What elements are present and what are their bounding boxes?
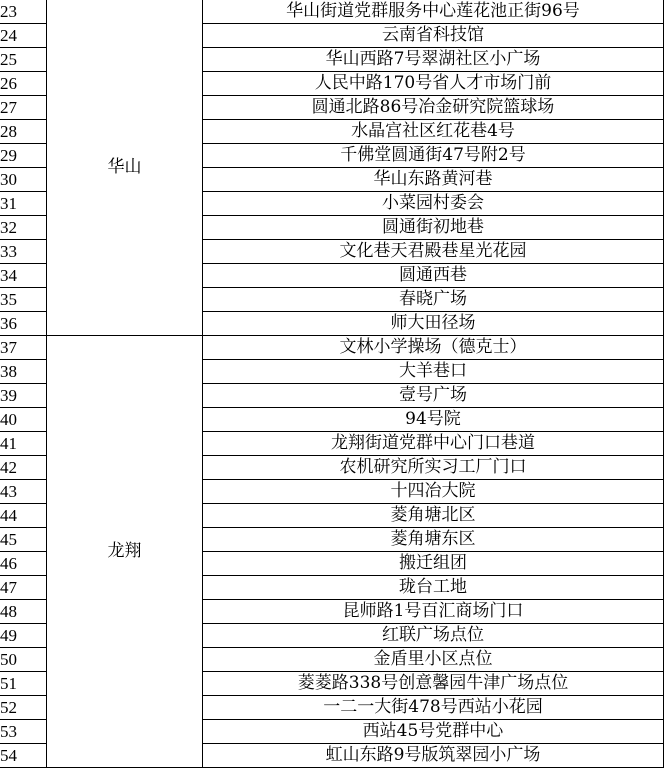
row-number-cell[interactable]: 44 [0, 504, 47, 528]
location-cell[interactable]: 农机研究所实习工厂门口 [203, 456, 664, 480]
row-number-cell[interactable]: 39 [0, 384, 47, 408]
location-cell[interactable]: 大羊巷口 [203, 360, 664, 384]
location-cell[interactable]: 菱角塘北区 [203, 504, 664, 528]
row-number-cell[interactable]: 33 [0, 240, 47, 264]
location-cell[interactable]: 华山西路7号翠湖社区小广场 [203, 48, 664, 72]
location-cell[interactable]: 94号院 [203, 408, 664, 432]
row-number-cell[interactable]: 30 [0, 168, 47, 192]
location-cell[interactable]: 壹号广场 [203, 384, 664, 408]
location-cell[interactable]: 千佛堂圆通街47号附2号 [203, 144, 664, 168]
row-number-cell[interactable]: 35 [0, 288, 47, 312]
row-number-cell[interactable]: 42 [0, 456, 47, 480]
table-row [0, 0, 664, 24]
location-cell[interactable]: 虹山东路9号版筑翠园小广场 [203, 744, 664, 768]
location-cell[interactable]: 圆通街初地巷 [203, 216, 664, 240]
location-cell[interactable]: 华山东路黄河巷 [203, 168, 664, 192]
location-cell[interactable]: 红联广场点位 [203, 624, 664, 648]
row-number-cell[interactable]: 23 [0, 0, 47, 24]
row-number-cell[interactable]: 31 [0, 192, 47, 216]
location-cell[interactable]: 云南省科技馆 [203, 24, 664, 48]
row-number-cell[interactable]: 49 [0, 624, 47, 648]
location-cell[interactable]: 华山街道党群服务中心莲花池正街96号 [203, 0, 664, 24]
row-number-cell[interactable]: 27 [0, 96, 47, 120]
row-number-cell[interactable]: 41 [0, 432, 47, 456]
row-number-cell[interactable]: 52 [0, 696, 47, 720]
location-cell[interactable]: 金盾里小区点位 [203, 648, 664, 672]
location-cell[interactable]: 师大田径场 [203, 312, 664, 336]
location-cell[interactable]: 菱菱路338号创意馨园牛津广场点位 [203, 672, 664, 696]
row-number-cell[interactable]: 28 [0, 120, 47, 144]
row-number-cell[interactable]: 51 [0, 672, 47, 696]
location-cell[interactable]: 昆师路1号百汇商场门口 [203, 600, 664, 624]
location-cell[interactable]: 搬迁组团 [203, 552, 664, 576]
location-cell[interactable]: 水晶宫社区红花巷4号 [203, 120, 664, 144]
location-cell[interactable]: 文化巷天君殿巷星光花园 [203, 240, 664, 264]
location-cell[interactable]: 一二一大街478号西站小花园 [203, 696, 664, 720]
location-cell[interactable]: 西站45号党群中心 [203, 720, 664, 744]
row-number-cell[interactable]: 38 [0, 360, 47, 384]
row-number-cell[interactable]: 45 [0, 528, 47, 552]
area-cell[interactable]: 龙翔 [47, 336, 203, 768]
location-cell[interactable]: 圆通西巷 [203, 264, 664, 288]
location-cell[interactable]: 十四冶大院 [203, 480, 664, 504]
row-number-cell[interactable]: 54 [0, 744, 47, 768]
row-number-cell[interactable]: 36 [0, 312, 47, 336]
area-cell[interactable]: 华山 [47, 0, 203, 336]
row-number-cell[interactable]: 47 [0, 576, 47, 600]
location-cell[interactable]: 菱角塘东区 [203, 528, 664, 552]
location-cell[interactable]: 圆通北路86号冶金研究院篮球场 [203, 96, 664, 120]
row-number-cell[interactable]: 25 [0, 48, 47, 72]
row-number-cell[interactable]: 53 [0, 720, 47, 744]
row-number-cell[interactable]: 32 [0, 216, 47, 240]
row-number-cell[interactable]: 37 [0, 336, 47, 360]
table-row [0, 336, 664, 360]
location-cell[interactable]: 文林小学操场（德克士） [203, 336, 664, 360]
location-cell[interactable]: 龙翔街道党群中心门口巷道 [203, 432, 664, 456]
row-number-cell[interactable]: 50 [0, 648, 47, 672]
location-cell[interactable]: 珑台工地 [203, 576, 664, 600]
location-cell[interactable]: 小菜园村委会 [203, 192, 664, 216]
row-number-cell[interactable]: 40 [0, 408, 47, 432]
row-number-cell[interactable]: 43 [0, 480, 47, 504]
row-number-cell[interactable]: 29 [0, 144, 47, 168]
row-number-cell[interactable]: 46 [0, 552, 47, 576]
row-number-cell[interactable]: 24 [0, 24, 47, 48]
row-number-cell[interactable]: 34 [0, 264, 47, 288]
location-cell[interactable]: 春晓广场 [203, 288, 664, 312]
location-cell[interactable]: 人民中路170号省人才市场门前 [203, 72, 664, 96]
row-number-cell[interactable]: 26 [0, 72, 47, 96]
row-number-cell[interactable]: 48 [0, 600, 47, 624]
